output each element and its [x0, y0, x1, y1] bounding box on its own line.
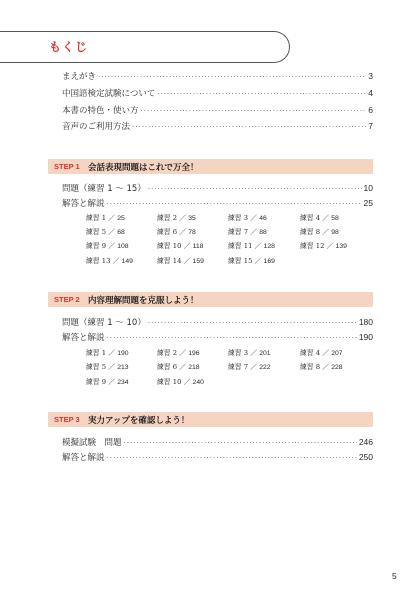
toc-entry[interactable] [62, 331, 373, 343]
toc-entry-page: 250 [358, 452, 373, 462]
toc-entry-page: 246 [358, 437, 373, 447]
exercise-item[interactable]: 練習 8 ／ 228 [300, 363, 343, 371]
exercise-item[interactable]: 練習 3 ／ 46 [228, 214, 267, 222]
exercise-item[interactable]: 練習 5 ／ 213 [86, 363, 129, 371]
toc-entry-label: まえがき [62, 72, 97, 82]
toc-entry-page: 190 [358, 332, 373, 342]
leader-dots [132, 123, 366, 131]
toc-entry[interactable] [62, 120, 373, 132]
toc-entry-label: 模擬試験 問題 [62, 438, 122, 448]
toc-entry-label: 解答と解説 [62, 199, 105, 209]
step-2-label: STEP 2 [54, 295, 80, 304]
toc-entry-label: 本書の特色・使い方 [62, 106, 139, 116]
toc-entry[interactable] [62, 70, 373, 82]
leader-dots [157, 90, 366, 98]
exercise-item[interactable]: 練習 10 ／ 118 [157, 242, 204, 250]
toc-entry[interactable] [62, 197, 373, 209]
toc-entry-page: 6 [368, 105, 373, 115]
leader-dots [107, 454, 357, 462]
exercise-item[interactable]: 練習 10 ／ 240 [157, 378, 204, 386]
exercise-item[interactable]: 練習 11 ／ 128 [228, 242, 275, 250]
leader-dots [98, 73, 366, 81]
toc-entry-page: 7 [368, 121, 373, 131]
step-3-title: 実力アップを確認しよう！ [88, 415, 190, 426]
toc-entry[interactable] [62, 436, 373, 448]
leader-dots [107, 334, 357, 342]
step-1-header [48, 159, 373, 174]
exercise-item[interactable]: 練習 3 ／ 201 [228, 349, 271, 357]
exercise-item[interactable]: 練習 12 ／ 139 [300, 242, 347, 250]
exercise-item[interactable]: 練習 4 ／ 58 [300, 214, 339, 222]
exercise-item[interactable]: 練習 14 ／ 159 [157, 257, 204, 265]
exercise-item[interactable]: 練習 5 ／ 68 [86, 228, 125, 236]
step-2-header [48, 292, 373, 307]
toc-entry-page: 180 [358, 317, 373, 327]
toc-entry-label: 中国語検定試験について [62, 89, 156, 99]
toc-entry[interactable] [62, 104, 373, 116]
toc-entry-label: 解答と解説 [62, 333, 105, 343]
toc-entry-label: 音声のご利用方法 [62, 122, 131, 132]
exercise-item[interactable]: 練習 7 ／ 88 [228, 228, 267, 236]
leader-dots [148, 319, 357, 327]
toc-entry[interactable] [62, 316, 373, 328]
exercise-item[interactable]: 練習 9 ／ 234 [86, 378, 129, 386]
toc-entry[interactable] [62, 451, 373, 463]
toc-entry-page: 25 [363, 198, 373, 208]
exercise-item[interactable]: 練習 4 ／ 207 [300, 349, 343, 357]
exercise-item[interactable]: 練習 9 ／ 108 [86, 242, 129, 250]
step-3-header [48, 412, 373, 427]
toc-entry-label: 問題（練習 1 ～ 15） [62, 184, 146, 194]
step-3-label: STEP 3 [54, 415, 80, 424]
leader-dots [141, 107, 367, 115]
exercise-item[interactable]: 練習 1 ／ 190 [86, 349, 129, 357]
exercise-item[interactable]: 練習 7 ／ 222 [228, 363, 271, 371]
toc-entry[interactable] [62, 182, 373, 194]
exercise-item[interactable]: 練習 6 ／ 78 [157, 228, 196, 236]
leader-dots [124, 439, 357, 447]
exercise-item[interactable]: 練習 13 ／ 149 [86, 257, 133, 265]
toc-entry-page: 10 [363, 183, 373, 193]
exercise-item[interactable]: 練習 8 ／ 98 [300, 228, 339, 236]
toc-entry[interactable] [62, 87, 373, 99]
header-tab [0, 31, 290, 63]
leader-dots [148, 185, 362, 193]
exercise-item[interactable]: 練習 1 ／ 25 [86, 214, 125, 222]
toc-entry-label: 解答と解説 [62, 453, 105, 463]
toc-entry-label: 問題（練習 1 ～ 10） [62, 318, 146, 328]
step-2-title: 内容理解問題を克服しよう！ [88, 295, 199, 306]
page-title: もくじ [49, 40, 89, 54]
toc-entry-page: 3 [368, 71, 373, 81]
page-number: 5 [392, 571, 397, 581]
exercise-item[interactable]: 練習 2 ／ 196 [157, 349, 200, 357]
step-1-label: STEP 1 [54, 162, 80, 171]
exercise-item[interactable]: 練習 2 ／ 35 [157, 214, 196, 222]
toc-entry-page: 4 [368, 88, 373, 98]
leader-dots [107, 200, 362, 208]
exercise-item[interactable]: 練習 15 ／ 169 [228, 257, 275, 265]
step-1-title: 会話表現問題はこれで万全！ [88, 162, 199, 173]
exercise-item[interactable]: 練習 6 ／ 218 [157, 363, 200, 371]
